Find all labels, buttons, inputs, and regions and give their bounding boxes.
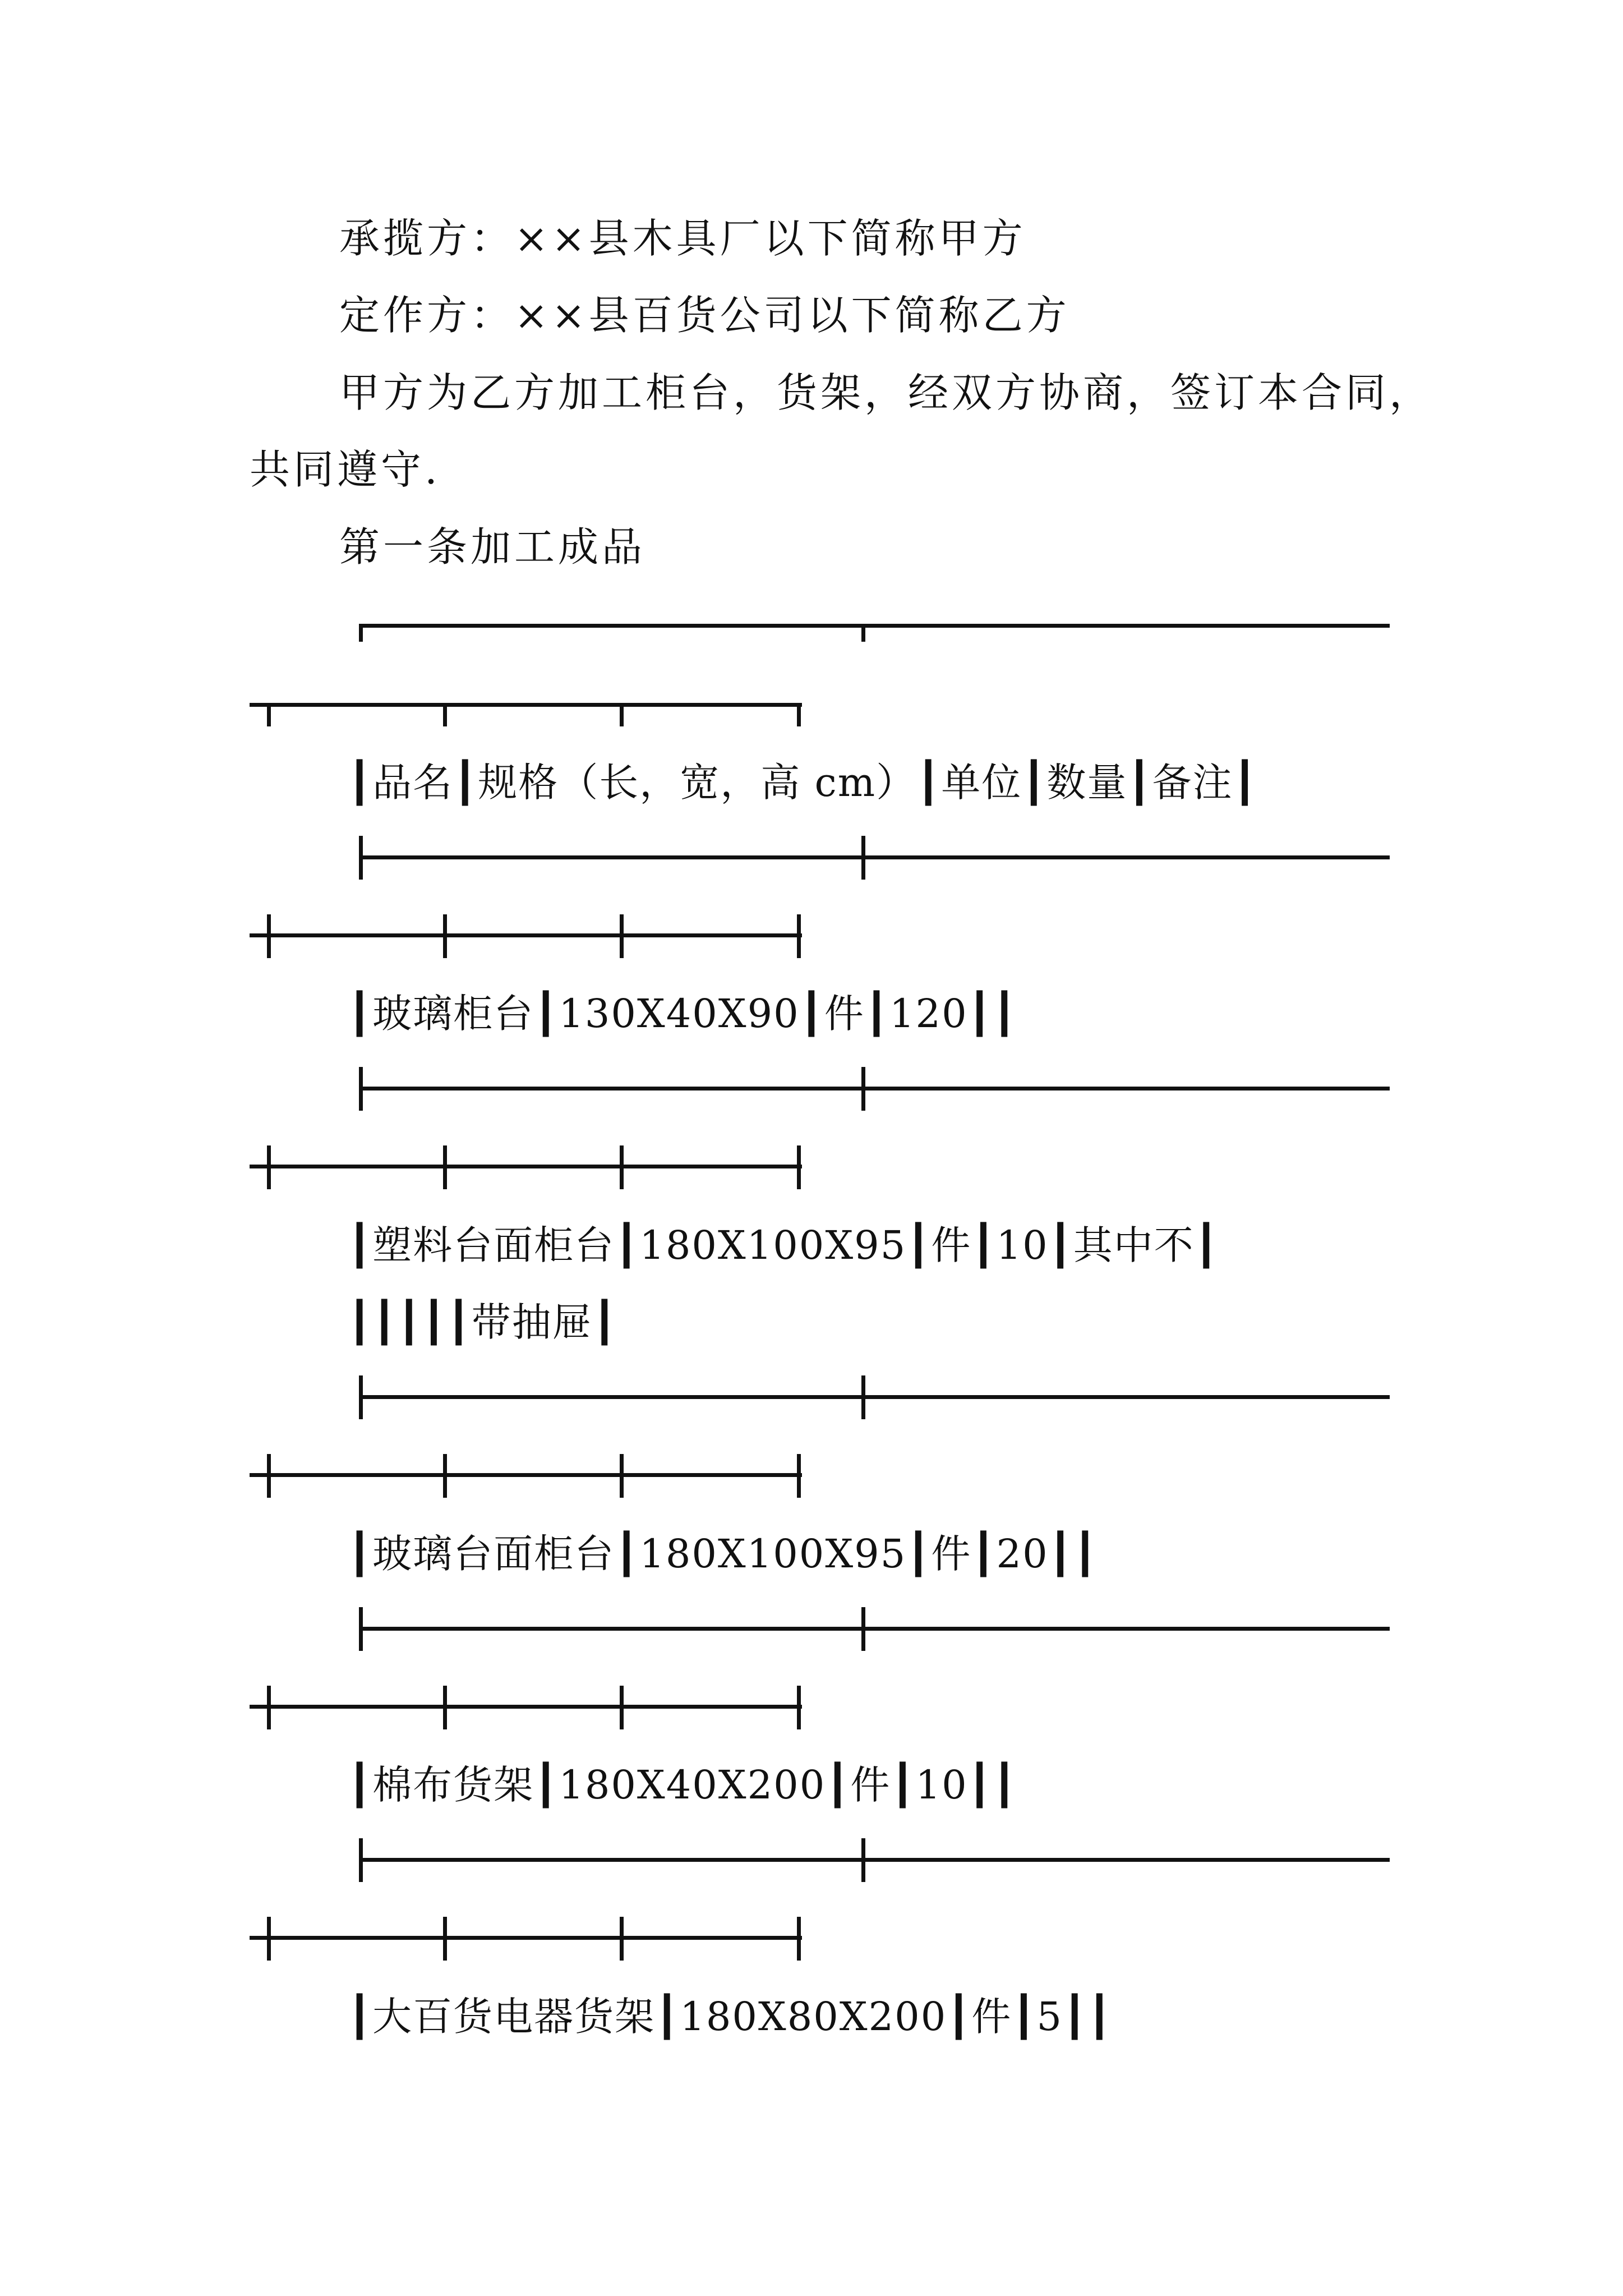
table-row: ┃塑料台面柜台┃180X100X95┃件┃10┃其中不┃ bbox=[348, 1222, 1219, 1268]
purpose-line-2: 共同遵守. bbox=[250, 446, 441, 493]
contractor-line: 承揽方：××县木具厂以下简称甲方 bbox=[339, 215, 1026, 262]
purpose-line-1: 甲方为乙方加工柜台，货架，经双方协商，签订本合同， bbox=[339, 369, 1433, 416]
table-header-row: ┃品名┃规格（长，宽，高 cm）┃单位┃数量┃备注┃ bbox=[348, 760, 1258, 806]
table-row: ┃玻璃柜台┃130X40X90┃件┃120┃┃ bbox=[348, 991, 1017, 1037]
table-row: ┃玻璃台面柜台┃180X100X95┃件┃20┃┃ bbox=[348, 1531, 1098, 1577]
orderer-line: 定作方：××县百货公司以下简称乙方 bbox=[339, 292, 1070, 339]
article-1-heading: 第一条加工成品 bbox=[339, 523, 646, 570]
table-row: ┃┃┃┃┃带抽屉┃ bbox=[348, 1299, 617, 1345]
table-row: ┃大百货电器货架┃180X80X200┃件┃5┃┃ bbox=[348, 1994, 1113, 2040]
table-row: ┃棉布货架┃180X40X200┃件┃10┃┃ bbox=[348, 1762, 1017, 1808]
